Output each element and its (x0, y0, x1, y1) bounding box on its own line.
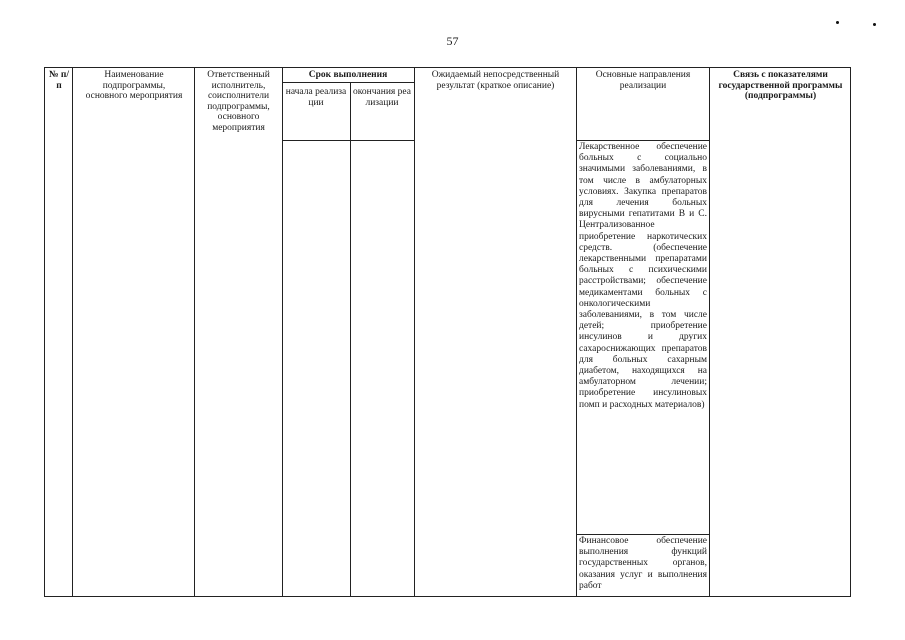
row-divider (576, 140, 709, 141)
row-divider (576, 534, 709, 535)
row-divider (282, 140, 414, 141)
header-link: Связь с показателями государственной программы (подпрограммы) (718, 70, 843, 101)
column-divider (576, 68, 577, 596)
header-term: Срок выполнения (308, 70, 388, 80)
scan-mark (873, 23, 876, 26)
plan-table (44, 67, 851, 597)
header-number: № п/п (48, 70, 70, 91)
column-divider (72, 68, 73, 596)
column-divider (414, 68, 415, 596)
header-name: Наименование подпрограммы, основного мероприятия (85, 70, 183, 101)
directions-text: Лекарственное обеспечение больных с социально значимыми заболеваниями, в том числе в амбулаторных условиях. Закупка препаратов для лечения больных вирусными гепатитами В и С. Централизованное приобретение наркотических средств. (обеспечение лекарственными препаратами больных с психическими расстройствами; обеспечение медикаментами больных с онкологическими заболеваниями, в том числе детей; приобретение инсулинов и других сахароснижающих препаратов для больных сахарным диабетом, находящихся на амбулаторном лечении; приобретение инсулиновых помп и расходных материалов) (579, 142, 707, 410)
header-directions: Основные направления реализации (595, 70, 691, 91)
column-divider (350, 82, 351, 596)
column-divider (709, 68, 710, 596)
header-result: Ожидаемый непосредственный результат (краткое описание) (431, 70, 560, 91)
page-number: 57 (446, 34, 459, 48)
directions-cell-2 (579, 536, 707, 592)
scan-mark (836, 21, 839, 24)
directions-text: Финансовое обеспечение выполнения функций государственных органов, оказания услуг и выполнения работ (579, 536, 707, 591)
header-term-end: окончания реализации (353, 87, 411, 108)
column-divider (194, 68, 195, 596)
directions-cell-1 (579, 142, 707, 411)
row-divider (282, 82, 414, 83)
header-responsible: Ответственный исполнитель, соисполнители подпрограммы, основного мероприятия (207, 70, 270, 133)
header-term-start: начала реализации (285, 87, 347, 108)
column-divider (282, 68, 283, 596)
